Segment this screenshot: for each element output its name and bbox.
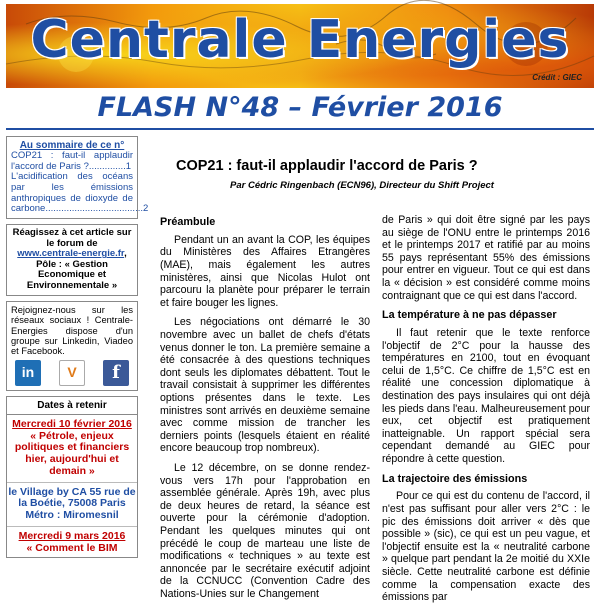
forum-box [6, 224, 138, 296]
paragraph: Il faut retenir que le texte renforce l'objectif de 2°C pour la hausse des températures en 2100, tout en évoquant celui de 1,5°C. Ce chiffre de 1,5°C est en réalité une concession diplomatique à destination des pays insulaires qui ont déjà les pieds dans l'eau. Malheureusement pour eux, cet objectif est pratiquement inatteignable. Un rapport spécial sera cependant demandé au GIEC pour répondre à cette question. [382, 327, 590, 465]
dates-box [6, 396, 138, 559]
event-1-place: le Village by CA 55 rue de la Boétie, 75008 Paris Métro : Miromesnil [7, 482, 137, 522]
section-heading: La température à ne pas dépasser [382, 309, 557, 322]
viadeo-icon[interactable]: V [59, 360, 85, 386]
section-heading: La trajectoire des émissions [382, 472, 528, 485]
social-text: Rejoignez-nous sur les réseaux sociaux ! Centrale-Energies dispose d'un groupe sur Linkedin, Viadeo et Facebook. [11, 304, 133, 357]
forum-line [11, 249, 133, 292]
table-of-contents [6, 136, 149, 219]
toc-item-2[interactable]: L'acidification des océans par les émissions anthropiques de dioxyde de carbone.....................................2 [11, 171, 149, 215]
paragraph: Les négociations ont démarré le 30 novembre avec un ballet de chefs d'états venus donner le ton. La première semaine a été consacrée à des questions techniques dont seuls les diplomates débattent. Tout le travail consistait à supprimer les différentes options présentes dans le texte. Les ministres sont arrivés en deuxième semaine avec comme mission de trancher les derniers points (lesquels étaient en réalité encore beaucoup trop nombreux). [160, 316, 370, 455]
forum-link[interactable]: www.centrale-energie.fr [17, 248, 125, 260]
social-box [6, 301, 138, 391]
event-2-date: Mercredi 9 mars 2016 [7, 526, 137, 543]
article-byline: Par Cédric Ringenbach (ECN96), Directeur du Shift Project [230, 180, 494, 191]
image-credit: Crédit : GIEC [532, 73, 582, 82]
toc-item-1[interactable]: COP21 : faut-il applaudir l'accord de Paris ?..............1 [11, 150, 133, 172]
social-icons [11, 357, 133, 387]
event-1-date: Mercredi 10 février 2016 [12, 417, 132, 430]
article-title: COP21 : faut-il applaudir l'accord de Paris ? [176, 158, 478, 174]
section-heading: Préambule [160, 216, 216, 228]
paragraph: Le 12 décembre, on se donne rendez-vous vers 17h pour l'approbation en assemblée générale. Après 19h, avec plus de deux heures de retard, la séance est ouverte pour la cérémonie d'adoption. Pendant les quelques minutes qui ont précédé le coup de marteau une liste de modifications « techniques » au texte est annoncée par le secrétaire exécutif adjoint de la CCNUCC (Convention Cadre des Nations-Unies sur le Changement [160, 461, 370, 600]
dates-title: Dates à retenir [7, 397, 137, 415]
paragraph: Pendant un an avant la COP, les équipes du Ministères des Affaires Etrangères (MAE), mais également les autres ministères, ainsi que Nicolas Hulot ont parcouru la planète pour préparer le terrain et faire bouger les lignes. [160, 233, 370, 309]
toc-title[interactable]: Au sommaire de ce n° [19, 140, 125, 151]
forum-pole: , Pôle : « Gestion Economique et Environnementale » [26, 248, 127, 292]
article-column-2 [382, 214, 590, 611]
sidebar [6, 136, 149, 558]
event-2-text: « Comment le BIM [26, 541, 118, 554]
header-divider [6, 128, 594, 130]
event-1-text: « Pétrole, enjeux politiques et financiers hier, aujourd'hui et demain » [14, 429, 130, 477]
facebook-icon[interactable]: f [103, 360, 129, 386]
header-banner [6, 4, 594, 88]
issue-title: FLASH N°48 – Février 2016 [97, 92, 503, 123]
newsletter-title: Centrale Energies [30, 10, 570, 70]
article-column-1 [160, 214, 370, 607]
paragraph: Pour ce qui est du contenu de l'accord, il n'est pas suffisant pour aller vers 2°C : le pic des émissions doit arriver « dès que possible » (sic), ce qui est un peu vague, et l'objectif ensuite est la « neutralité carbone » quelque part pendant la 2e moitié du XXIe siècle. Cette neutralité carbone est définie comme la compensation exacte des émissions par [382, 490, 590, 604]
forum-text: Réagissez à cet article sur le forum de [12, 226, 132, 249]
paragraph: de Paris » qui doit être signé par les pays au siège de l'ONU entre le printemps 2016 et le printemps 2017 et ratifié par au moins 55 pays représentant 55% des émissions pour entrer en vigueur. Tout ce qui est dans la « décision » est considéré comme moins contraignant que ce qui est dans l'accord. [382, 214, 590, 302]
linkedin-icon[interactable]: in [15, 360, 41, 386]
